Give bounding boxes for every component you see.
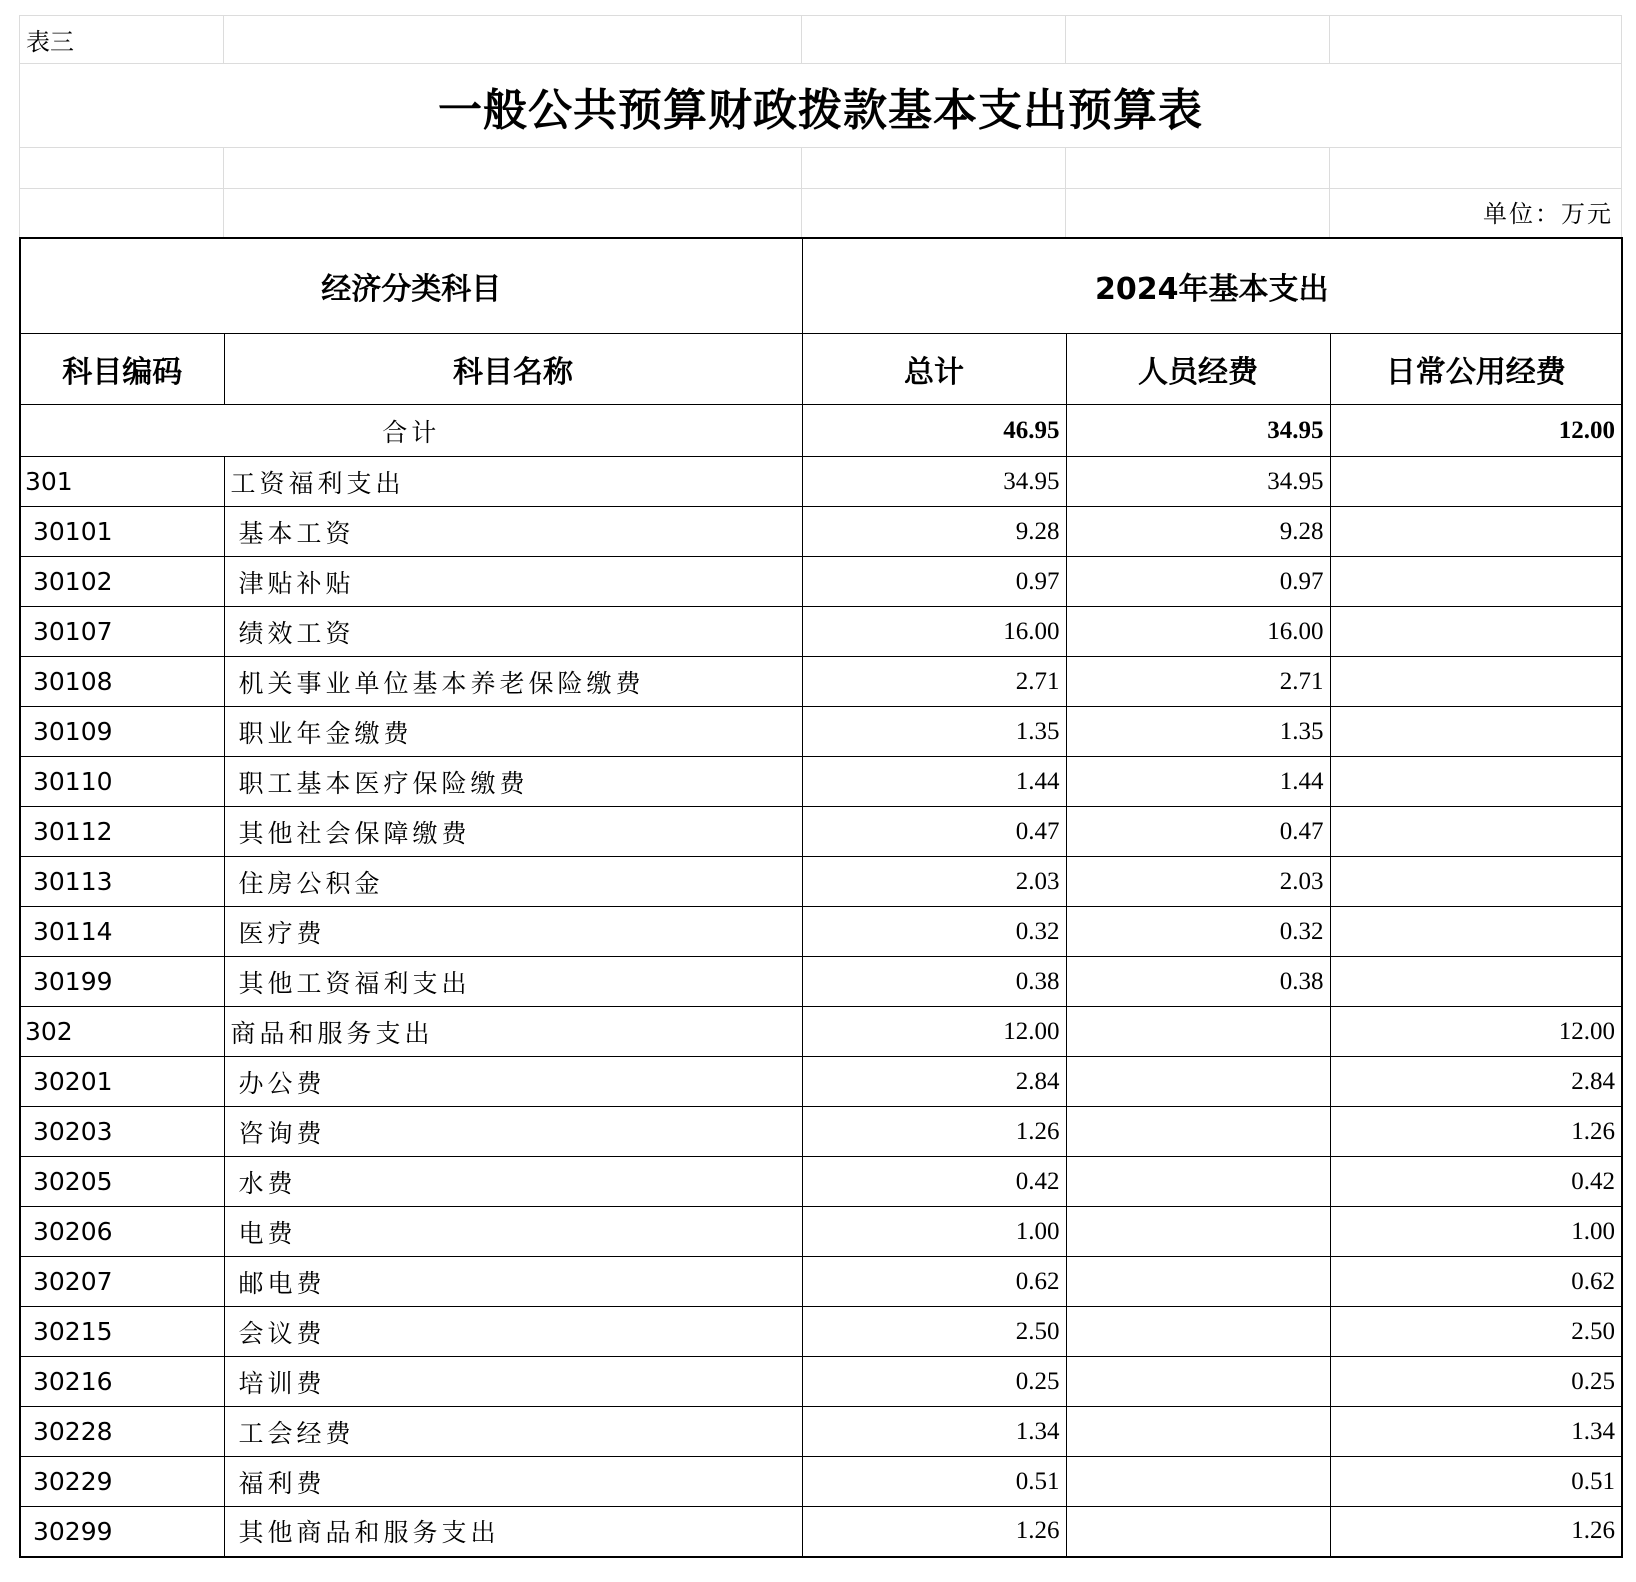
cell-total: 0.42	[802, 1157, 1066, 1207]
cell-subject-code: 301	[20, 457, 224, 507]
cell-subject-name: 住房公积金	[224, 857, 802, 907]
table-row	[20, 1007, 1622, 1057]
cell-public: 0.51	[1330, 1457, 1622, 1507]
cell-total: 9.28	[802, 507, 1066, 557]
cell-total: 0.25	[802, 1357, 1066, 1407]
cell-subject-name: 其他社会保障缴费	[224, 807, 802, 857]
summary-public: 12.00	[1330, 405, 1622, 457]
cell-total: 2.84	[802, 1057, 1066, 1107]
cell-total: 1.34	[802, 1407, 1066, 1457]
cell-subject-name: 商品和服务支出	[224, 1007, 802, 1057]
cell-public	[1330, 957, 1622, 1007]
cell-subject-code: 30207	[20, 1257, 224, 1307]
header-subject-code: 科目编码	[20, 334, 224, 405]
cell-subject-code: 30215	[20, 1307, 224, 1357]
table-row	[20, 1407, 1622, 1457]
cell-total: 2.03	[802, 857, 1066, 907]
cell-public	[1330, 807, 1622, 857]
cell-subject-name: 会议费	[224, 1307, 802, 1357]
header-basic-expenditure: 2024年基本支出	[802, 238, 1622, 334]
cell-personnel	[1066, 1457, 1330, 1507]
cell-subject-code: 30108	[20, 657, 224, 707]
table-caption: 表三	[20, 16, 224, 64]
cell-public	[1330, 657, 1622, 707]
cell-personnel	[1066, 1357, 1330, 1407]
table-row	[20, 757, 1622, 807]
cell-subject-code: 30229	[20, 1457, 224, 1507]
header-personnel-expenses: 人员经费	[1066, 334, 1330, 405]
header-economic-classification: 经济分类科目	[20, 238, 802, 334]
cell-subject-code: 30101	[20, 507, 224, 557]
cell-public: 2.50	[1330, 1307, 1622, 1357]
cell-personnel	[1066, 1507, 1330, 1557]
cell-subject-name: 办公费	[224, 1057, 802, 1107]
summary-personnel: 34.95	[1066, 405, 1330, 457]
cell-subject-name: 电费	[224, 1207, 802, 1257]
cell-total: 1.44	[802, 757, 1066, 807]
table-row	[20, 657, 1622, 707]
cell-subject-code: 30199	[20, 957, 224, 1007]
table-row	[20, 807, 1622, 857]
cell-personnel: 2.03	[1066, 857, 1330, 907]
cell-total: 0.97	[802, 557, 1066, 607]
cell-personnel: 9.28	[1066, 507, 1330, 557]
table-row	[20, 607, 1622, 657]
table-row	[20, 1107, 1622, 1157]
cell-personnel	[1066, 1257, 1330, 1307]
cell-subject-name: 其他工资福利支出	[224, 957, 802, 1007]
cell-public: 0.62	[1330, 1257, 1622, 1307]
unit-label: 单位：万元	[1330, 189, 1622, 237]
cell-public: 0.42	[1330, 1157, 1622, 1207]
cell-public: 2.84	[1330, 1057, 1622, 1107]
table-row	[20, 857, 1622, 907]
cell-subject-code: 30228	[20, 1407, 224, 1457]
cell-public	[1330, 507, 1622, 557]
cell-subject-code: 30109	[20, 707, 224, 757]
cell-subject-code: 30113	[20, 857, 224, 907]
table-row	[20, 1457, 1622, 1507]
cell-subject-code: 30114	[20, 907, 224, 957]
cell-public: 1.26	[1330, 1507, 1622, 1557]
header-public-expenses: 日常公用经费	[1330, 334, 1622, 405]
cell-public	[1330, 557, 1622, 607]
cell-subject-name: 其他商品和服务支出	[224, 1507, 802, 1557]
cell-total: 1.00	[802, 1207, 1066, 1257]
cell-subject-name: 津贴补贴	[224, 557, 802, 607]
cell-total: 1.26	[802, 1507, 1066, 1557]
summary-row	[20, 405, 1622, 457]
cell-subject-name: 福利费	[224, 1457, 802, 1507]
cell-total: 0.47	[802, 807, 1066, 857]
summary-label: 合计	[20, 405, 802, 457]
cell-public	[1330, 457, 1622, 507]
table-row	[20, 907, 1622, 957]
cell-personnel	[1066, 1107, 1330, 1157]
cell-total: 1.35	[802, 707, 1066, 757]
cell-total: 2.50	[802, 1307, 1066, 1357]
cell-subject-code: 30203	[20, 1107, 224, 1157]
cell-public: 0.25	[1330, 1357, 1622, 1407]
cell-total: 12.00	[802, 1007, 1066, 1057]
cell-total: 2.71	[802, 657, 1066, 707]
cell-public	[1330, 707, 1622, 757]
table-row	[20, 1207, 1622, 1257]
cell-total: 1.26	[802, 1107, 1066, 1157]
cell-personnel	[1066, 1057, 1330, 1107]
cell-subject-code: 30110	[20, 757, 224, 807]
table-row	[20, 507, 1622, 557]
table-row	[20, 1057, 1622, 1107]
cell-personnel: 1.44	[1066, 757, 1330, 807]
table-row	[20, 1357, 1622, 1407]
cell-personnel: 0.38	[1066, 957, 1330, 1007]
cell-public: 1.00	[1330, 1207, 1622, 1257]
table-row	[20, 957, 1622, 1007]
cell-subject-name: 职工基本医疗保险缴费	[224, 757, 802, 807]
header-subject-name: 科目名称	[224, 334, 802, 405]
cell-personnel	[1066, 1007, 1330, 1057]
budget-table	[19, 237, 1623, 1558]
cell-subject-name: 工资福利支出	[224, 457, 802, 507]
cell-total: 0.32	[802, 907, 1066, 957]
cell-total: 0.51	[802, 1457, 1066, 1507]
table-row	[20, 707, 1622, 757]
cell-subject-name: 绩效工资	[224, 607, 802, 657]
cell-subject-code: 30107	[20, 607, 224, 657]
header-group-row	[20, 238, 1622, 334]
cell-total: 0.62	[802, 1257, 1066, 1307]
cell-subject-name: 工会经费	[224, 1407, 802, 1457]
sheet-header-area	[19, 15, 1622, 237]
cell-public: 1.34	[1330, 1407, 1622, 1457]
cell-public	[1330, 907, 1622, 957]
cell-total: 16.00	[802, 607, 1066, 657]
cell-personnel	[1066, 1407, 1330, 1457]
budget-sheet	[19, 15, 1621, 1558]
cell-personnel: 16.00	[1066, 607, 1330, 657]
header-column-row	[20, 334, 1622, 405]
cell-subject-code: 30205	[20, 1157, 224, 1207]
cell-subject-code: 302	[20, 1007, 224, 1057]
cell-personnel: 1.35	[1066, 707, 1330, 757]
cell-personnel: 0.47	[1066, 807, 1330, 857]
cell-subject-name: 水费	[224, 1157, 802, 1207]
cell-total: 34.95	[802, 457, 1066, 507]
cell-subject-name: 基本工资	[224, 507, 802, 557]
table-row	[20, 1157, 1622, 1207]
cell-public	[1330, 757, 1622, 807]
cell-subject-code: 30112	[20, 807, 224, 857]
page-title: 一般公共预算财政拨款基本支出预算表	[20, 64, 1622, 148]
cell-personnel: 34.95	[1066, 457, 1330, 507]
summary-total: 46.95	[802, 405, 1066, 457]
cell-subject-code: 30102	[20, 557, 224, 607]
cell-subject-name: 职业年金缴费	[224, 707, 802, 757]
cell-personnel	[1066, 1307, 1330, 1357]
table-row	[20, 557, 1622, 607]
table-row	[20, 1257, 1622, 1307]
cell-personnel	[1066, 1157, 1330, 1207]
cell-personnel	[1066, 1207, 1330, 1257]
cell-subject-code: 30201	[20, 1057, 224, 1107]
cell-subject-name: 咨询费	[224, 1107, 802, 1157]
cell-personnel: 0.32	[1066, 907, 1330, 957]
header-total: 总计	[802, 334, 1066, 405]
cell-subject-name: 邮电费	[224, 1257, 802, 1307]
table-row	[20, 457, 1622, 507]
cell-subject-name: 机关事业单位基本养老保险缴费	[224, 657, 802, 707]
cell-subject-code: 30206	[20, 1207, 224, 1257]
cell-public	[1330, 857, 1622, 907]
cell-subject-name: 医疗费	[224, 907, 802, 957]
cell-public: 1.26	[1330, 1107, 1622, 1157]
cell-public	[1330, 607, 1622, 657]
cell-subject-code: 30299	[20, 1507, 224, 1557]
table-row	[20, 1507, 1622, 1557]
table-row	[20, 1307, 1622, 1357]
cell-personnel: 0.97	[1066, 557, 1330, 607]
cell-subject-name: 培训费	[224, 1357, 802, 1407]
cell-personnel: 2.71	[1066, 657, 1330, 707]
cell-total: 0.38	[802, 957, 1066, 1007]
cell-subject-code: 30216	[20, 1357, 224, 1407]
cell-public: 12.00	[1330, 1007, 1622, 1057]
